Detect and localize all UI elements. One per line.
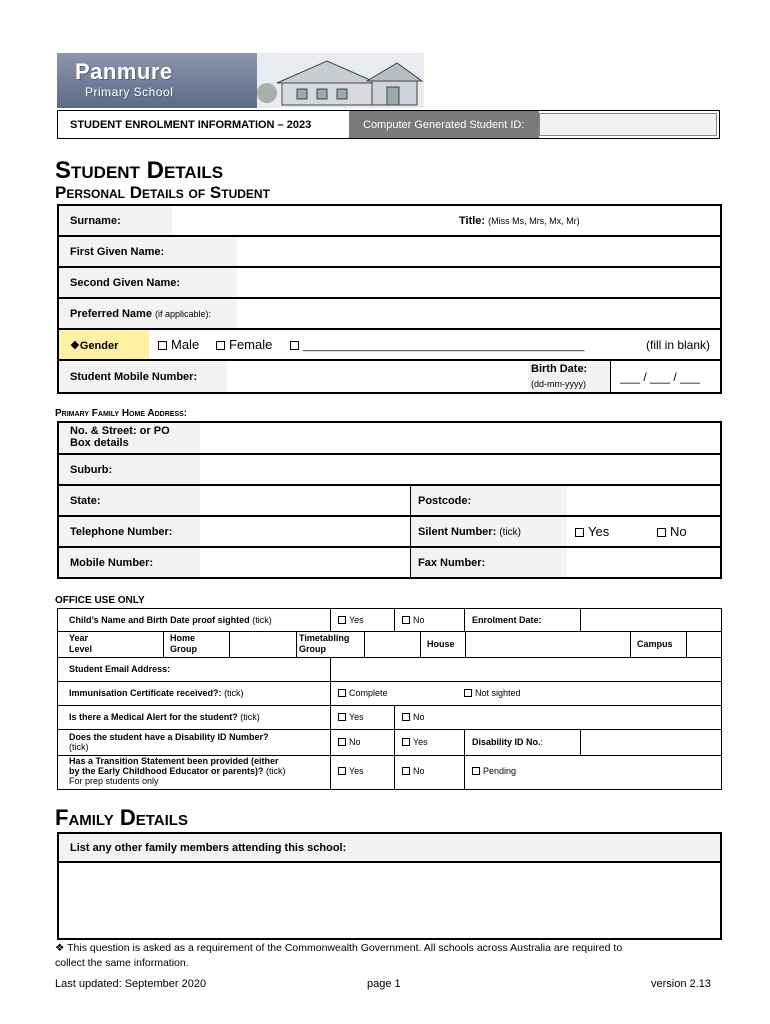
gender-label: ❖Gender <box>70 340 119 352</box>
second-name-label: Second Given Name: <box>70 277 181 289</box>
gender-female-option[interactable] <box>216 337 272 352</box>
last-updated: Last updated: September 2020 <box>55 978 207 990</box>
telephone-field[interactable] <box>200 517 410 546</box>
transition-tick-hint: (tick) <box>266 766 286 776</box>
form-title: STUDENT ENROLMENT INFORMATION – 2023 <box>70 119 312 131</box>
disability-id-field[interactable] <box>581 730 721 755</box>
first-name-label: First Given Name: <box>70 246 165 258</box>
medical-yes-checkbox[interactable] <box>338 713 346 721</box>
proof-yes-checkbox[interactable] <box>338 616 346 624</box>
proof-tick-hint: (tick) <box>252 615 272 625</box>
prep-only-note: For prep students only <box>69 776 159 786</box>
proof-yes-option[interactable] <box>338 615 364 625</box>
transition-pending-checkbox[interactable] <box>472 767 480 775</box>
campus-field[interactable] <box>687 632 721 657</box>
other-gender-checkbox[interactable] <box>290 341 299 350</box>
transition-no-option[interactable] <box>402 766 425 776</box>
mobile-field[interactable] <box>200 548 410 577</box>
student-id-label-cell <box>349 111 539 138</box>
home-group-label: Home Group <box>170 633 197 654</box>
home-address-heading: Primary Family Home Address: <box>55 408 188 419</box>
gender-blank-line: ______________________________________________ <box>303 340 585 352</box>
transition-pending-option[interactable] <box>472 766 516 776</box>
disability-yes-checkbox[interactable] <box>402 738 410 746</box>
street-label <box>70 425 170 449</box>
proof-no-label: No <box>413 615 425 625</box>
postcode-label: Postcode: <box>418 495 472 507</box>
silent-yes-label: Yes <box>588 524 610 539</box>
footnote-line1: ❖ This question is asked as a requirement of the Commonwealth Government. All schools across Australia are required to <box>55 942 623 954</box>
suburb-label: Suburb: <box>70 464 113 476</box>
fill-in-blank-hint: (fill in blank) <box>646 338 711 352</box>
family-details-heading: Family Details <box>55 805 188 830</box>
transition-yes-label: Yes <box>349 766 364 776</box>
version: version 2.13 <box>651 978 711 990</box>
fax-field[interactable] <box>567 548 720 577</box>
family-members-field[interactable] <box>59 863 720 938</box>
page-number: page 1 <box>367 978 401 990</box>
not-sighted-checkbox[interactable] <box>464 689 472 697</box>
school-subtitle: Primary School <box>85 85 174 99</box>
second-name-field[interactable] <box>237 268 720 297</box>
house-field[interactable] <box>466 632 630 657</box>
preferred-name-label: Preferred Name (if applicable): <box>70 308 212 320</box>
proof-yes-label: Yes <box>349 615 364 625</box>
home-group-field[interactable] <box>230 632 296 657</box>
first-name-field[interactable] <box>237 237 720 266</box>
complete-label: Complete <box>349 688 388 698</box>
enrolment-date-label: Enrolment Date: <box>472 615 542 625</box>
immunisation-tick-hint: (tick) <box>224 688 244 698</box>
title-hint: (Miss Ms, Mrs, Mx, Mr) <box>488 216 580 226</box>
silent-no-checkbox[interactable] <box>657 528 666 537</box>
school-name: Panmure <box>75 59 173 84</box>
silent-yes-option[interactable] <box>575 524 609 539</box>
surname-label: Surname: <box>70 215 121 227</box>
footnote <box>55 941 720 971</box>
campus-label: Campus <box>637 639 673 649</box>
title-label: Title: (Miss Ms, Mrs, Mx, Mr) <box>459 215 580 227</box>
birth-date-field[interactable]: ___ / ___ / ___ <box>620 370 701 384</box>
state-field[interactable] <box>200 486 410 515</box>
immunisation-label: Immunisation Certificate received?: (tick) <box>69 688 244 698</box>
immunisation-complete-option[interactable] <box>338 688 388 698</box>
silent-hint: (tick) <box>499 527 521 538</box>
enrolment-date-field[interactable] <box>581 609 721 631</box>
male-label: Male <box>171 337 200 352</box>
silent-no-option[interactable] <box>657 524 687 539</box>
disability-yes-label: Yes <box>413 737 428 747</box>
medical-no-checkbox[interactable] <box>402 713 410 721</box>
student-email-label: Student Email Address: <box>69 664 171 674</box>
transition-yes-checkbox[interactable] <box>338 767 346 775</box>
female-label: Female <box>229 337 273 352</box>
state-label: State: <box>70 495 101 507</box>
student-email-field[interactable] <box>331 658 721 681</box>
fax-label: Fax Number: <box>418 557 486 569</box>
medical-no-label: No <box>413 712 425 722</box>
transition-yes-option[interactable] <box>338 766 364 776</box>
street-label-line1: No. & Street: or PO <box>70 425 170 437</box>
birth-format-hint: (dd-mm-yyyy) <box>531 379 586 389</box>
silent-number-label: Silent Number: (tick) <box>418 526 521 538</box>
mobile-label: Mobile Number: <box>70 557 154 569</box>
gender-other-option[interactable] <box>290 337 584 352</box>
disability-label: Does the student have a Disability ID Number? (tick) <box>69 732 269 752</box>
silent-no-label: No <box>670 524 687 539</box>
telephone-label: Telephone Number: <box>70 526 173 538</box>
birth-date-label: Birth Date: <box>531 363 588 375</box>
silent-yes-checkbox[interactable] <box>575 528 584 537</box>
street-label-line2: Box details <box>70 437 129 449</box>
office-use-heading: OFFICE USE ONLY <box>55 595 145 606</box>
preferred-name-field[interactable] <box>237 299 720 328</box>
medical-tick-hint: (tick) <box>240 712 260 722</box>
timetabling-group-field[interactable] <box>365 632 420 657</box>
medical-no-option[interactable] <box>402 712 425 722</box>
immunisation-not-sighted-option[interactable] <box>464 688 521 698</box>
gender-male-option[interactable] <box>158 337 199 352</box>
house-label: House <box>427 639 455 649</box>
footnote-line2: collect the same information. <box>55 957 189 969</box>
proof-sighted-label: Child’s Name and Birth Date proof sighted (tick) <box>69 615 272 625</box>
pending-label: Pending <box>483 766 517 776</box>
personal-details-heading: Personal Details of Student <box>55 183 270 202</box>
female-checkbox[interactable] <box>216 341 225 350</box>
year-level-label: Year Level <box>69 633 93 654</box>
disability-id-label: Disability ID No.: <box>472 737 544 747</box>
not-sighted-label: Not sighted <box>475 688 521 698</box>
school-building-icon <box>257 53 424 108</box>
preferred-hint: (if applicable): <box>155 309 212 319</box>
suburb-field[interactable] <box>200 455 720 484</box>
street-field[interactable] <box>200 423 720 453</box>
disability-no-label: No <box>349 737 361 747</box>
transition-label: Has a Transition Statement been provided (either by the Early Childhood Educator or parents)? (tick) For prep students only <box>69 756 286 786</box>
disability-yes-option[interactable] <box>402 737 428 747</box>
disability-tick-hint: (tick) <box>69 742 89 752</box>
medical-alert-label: Is there a Medical Alert for the student? (tick) <box>69 712 260 722</box>
disability-no-option[interactable] <box>338 737 361 747</box>
timetabling-group-label: Timetabling Group <box>299 633 350 654</box>
student-id-label: Computer Generated Student ID: <box>363 119 525 131</box>
proof-no-option[interactable] <box>402 615 425 625</box>
proof-no-checkbox[interactable] <box>402 616 410 624</box>
disability-no-checkbox[interactable] <box>338 738 346 746</box>
surname-field[interactable] <box>172 206 452 235</box>
complete-checkbox[interactable] <box>338 689 346 697</box>
student-details-heading: Student Details <box>55 157 224 184</box>
medical-yes-option[interactable] <box>338 712 364 722</box>
male-checkbox[interactable] <box>158 341 167 350</box>
transition-no-checkbox[interactable] <box>402 767 410 775</box>
enrolment-bar <box>57 110 720 139</box>
transition-no-label: No <box>413 766 425 776</box>
school-logo <box>57 53 424 108</box>
medical-yes-label: Yes <box>349 712 364 722</box>
postcode-field[interactable] <box>567 486 720 515</box>
family-members-label: List any other family members attending this school: <box>70 842 347 854</box>
student-mobile-field[interactable] <box>227 361 527 392</box>
student-mobile-label: Student Mobile Number: <box>70 371 198 383</box>
student-id-field[interactable] <box>539 113 717 136</box>
year-level-field[interactable] <box>110 632 163 657</box>
